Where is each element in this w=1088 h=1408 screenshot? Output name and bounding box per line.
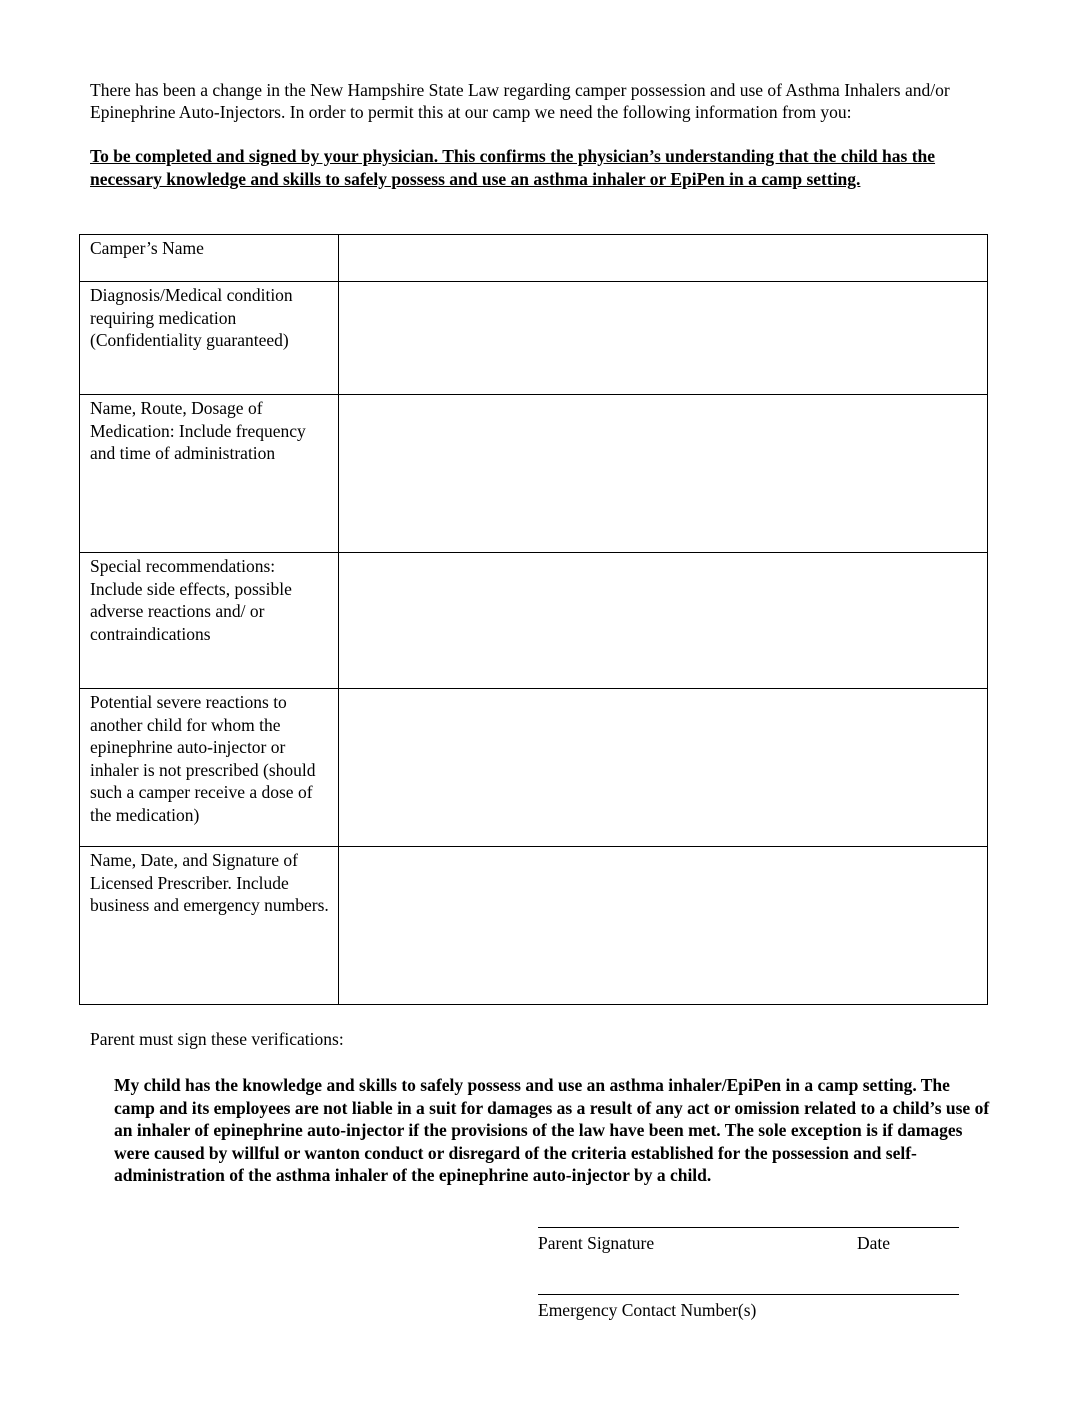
- table-row: [80, 282, 988, 395]
- parent-signature-label: Parent Signature: [538, 1233, 655, 1253]
- field-camper-name[interactable]: [339, 235, 988, 282]
- table-row: [80, 553, 988, 689]
- emergency-contact-line[interactable]: [538, 1294, 959, 1295]
- field-prescriber[interactable]: [339, 847, 988, 1005]
- field-special-recommendations[interactable]: [339, 553, 988, 689]
- emergency-contact-label: Emergency Contact Number(s): [538, 1300, 757, 1320]
- field-diagnosis[interactable]: [339, 282, 988, 395]
- field-medication[interactable]: [339, 395, 988, 553]
- intro-paragraph: There has been a change in the New Hampshire State Law regarding camper possession and use of Asthma Inhalers and/or Epinephrine Auto-Injectors. In order to permit this at our camp we need the following information from you:: [90, 80, 950, 122]
- row-label-camper-name: Camper’s Name: [80, 235, 339, 282]
- physician-instruction: To be completed and signed by your physician. This confirms the physician’s understanding that the child has the necessary knowledge and skills to safely possess and use an asthma inhaler or EpiPen in a camp setting.: [90, 146, 936, 189]
- parent-verification-statement: My child has the knowledge and skills to safely possess and use an asthma inhaler/EpiPen in a camp setting. The camp and its employees are not liable in a suit for damages as a result of any act or omission related to a child’s use of an inhaler of epinephrine auto-injector if the provisions of the law have been met. The sole exception is if damages were caused by willful or wanton conduct or disregard of the criteria established for the possession and self-administration of the asthma inhaler of the epinephrine auto-injector by a child.: [114, 1075, 990, 1185]
- table-row: [80, 235, 988, 282]
- table-row: [80, 689, 988, 847]
- row-label-prescriber: Name, Date, and Signature of Licensed Prescriber. Include business and emergency numbers.: [80, 847, 339, 1005]
- parent-signature-line[interactable]: [538, 1227, 959, 1228]
- medication-form-table: [79, 234, 988, 1005]
- row-label-diagnosis: Diagnosis/Medical condition requiring medication (Confidentiality guaranteed): [80, 282, 339, 395]
- field-severe-reactions[interactable]: [339, 689, 988, 847]
- parent-verification-heading: Parent must sign these verifications:: [90, 1029, 344, 1049]
- row-label-medication: Name, Route, Dosage of Medication: Include frequency and time of administration: [80, 395, 339, 553]
- date-label: Date: [857, 1233, 891, 1253]
- table-row: [80, 847, 988, 1005]
- row-label-special-recommendations: Special recommendations: Include side effects, possible adverse reactions and/ or contraindications: [80, 553, 339, 689]
- table-row: [80, 395, 988, 553]
- row-label-severe-reactions: Potential severe reactions to another child for whom the epinephrine auto-injector or inhaler is not prescribed (should such a camper receive a dose of the medication): [80, 689, 339, 847]
